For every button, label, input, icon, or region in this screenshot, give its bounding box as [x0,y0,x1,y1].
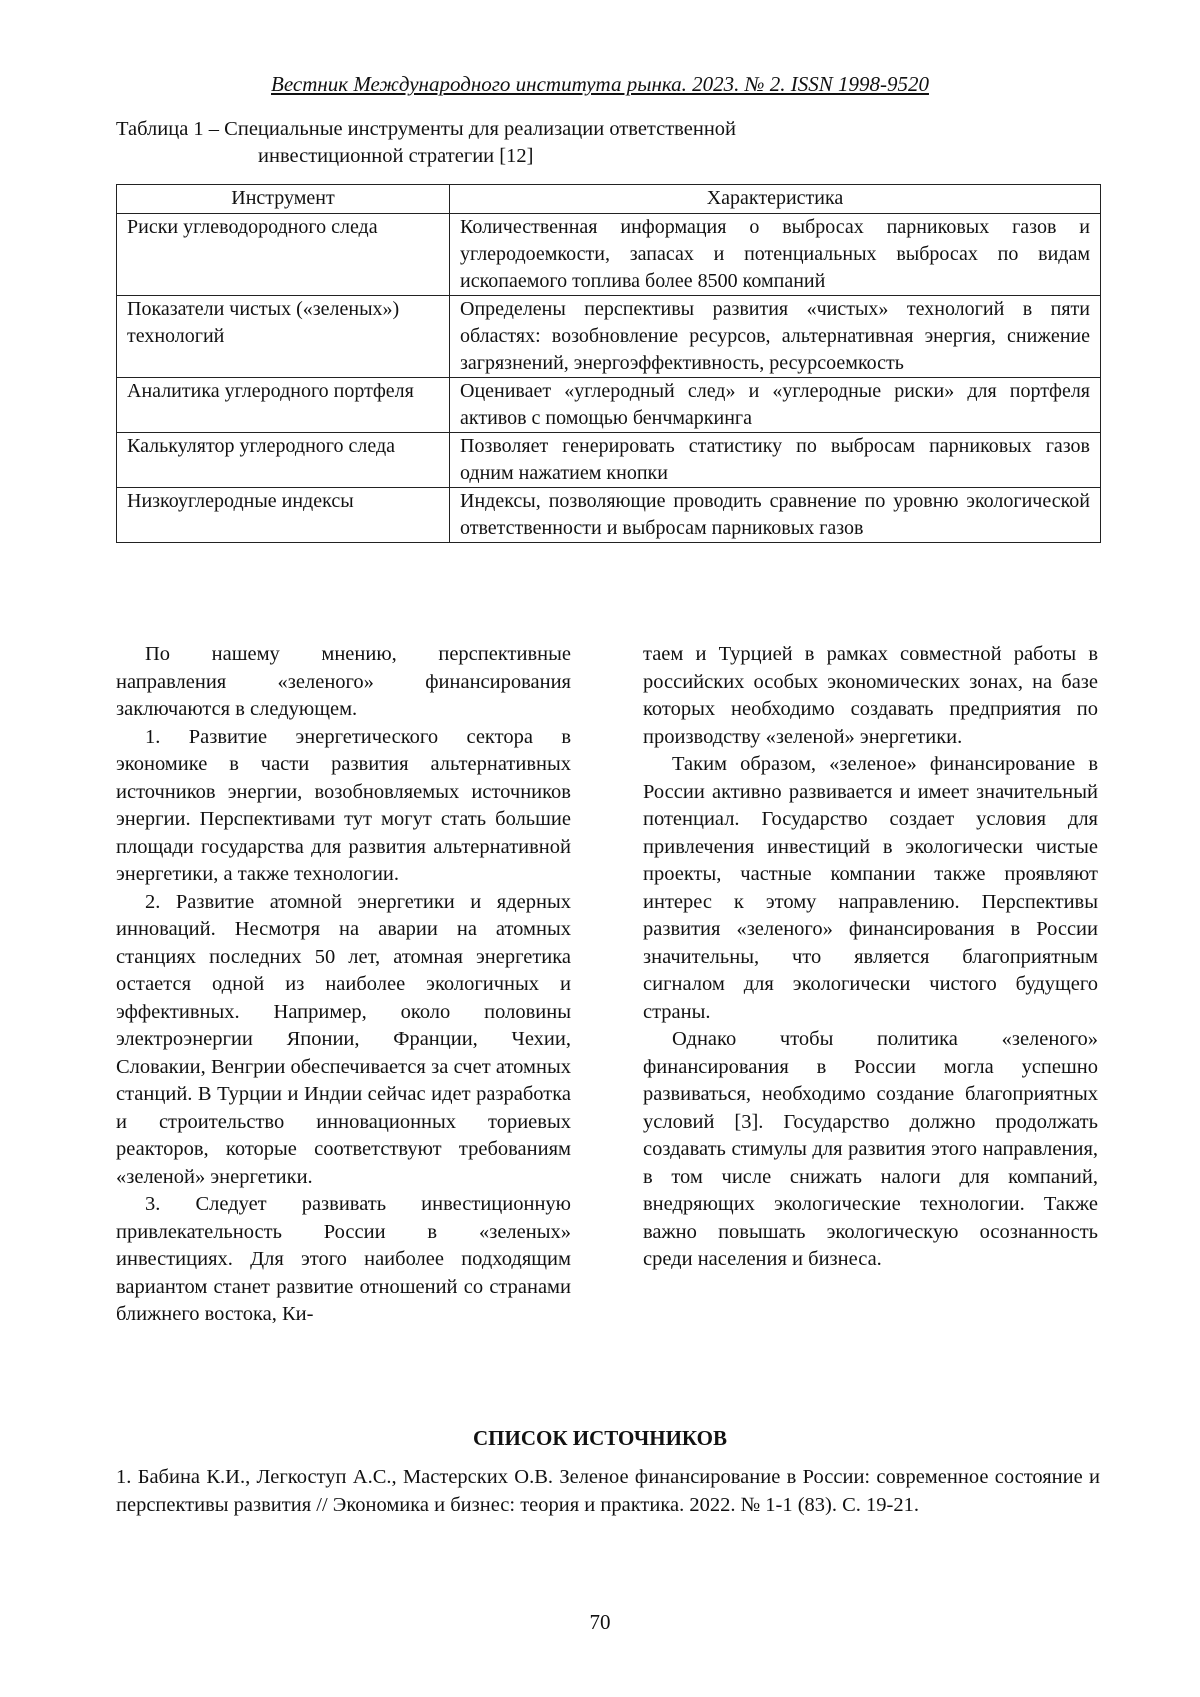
paragraph: 2. Развитие атомной энергетики и ядерных инноваций. Несмотря на аварии на атомных станциях последних 50 лет, атомная энергетика остается одной из наиболее экологичных и эффективных. Например, около половины электроэнергии Японии, Франции, Чехии, Словакии, Венгрии обеспечивается за счет атомных станций. В Турции и Индии сейчас идет разработка и строительство инновационных ториевых реакторов, которые соответствуют требованиям «зеленой» энергетики. [116,890,571,1188]
instruments-table [116,184,1101,543]
table-cell-tool: Аналитика углеродного портфеля [117,378,450,433]
table-row [117,296,1101,378]
table-cell-tool: Низкоуглеродные индексы [117,488,450,543]
references-list [116,1463,1100,1519]
table-row [117,433,1101,488]
table-cell-tool: Показатели чистых («зеленых») технологий [117,296,450,378]
table-cell-description: Оценивает «углеродный след» и «углеродные риски» для портфеля активов с помощью бенчмаркинга [450,378,1101,433]
table-row [117,378,1101,433]
references-heading: СПИСОК ИСТОЧНИКОВ [473,1426,727,1450]
column-header-tool: Инструмент [117,185,450,214]
table-row [117,488,1101,543]
table-cell-description: Количественная информация о выбросах парниковых газов и углеродоемкости, запасах и потенциальных выбросах по видам ископаемого топлива более 8500 компаний [450,214,1101,296]
paragraph: 1. Развитие энергетического сектора в экономике в части развития альтернативных источников энергии, возобновляемых источников энергии. Перспективами тут могут стать большие площади государства для развития альтернативной энергетики, а также технологии. [116,725,571,885]
body-column-left [116,641,571,1329]
table-cell-description: Индексы, позволяющие проводить сравнение по уровню экологической ответственности и выбросам парниковых газов [450,488,1101,543]
paragraph: Однако чтобы политика «зеленого» финансирования в России могла успешно развиваться, необходимо создание благоприятных условий [3]. Государство должно продолжать создавать стимулы для развития этого направления, в том числе снижать налоги для компаний, внедряющих экологические технологии. Также важно повышать экологическую осознанность среди населения и бизнеса. [643,1028,1098,1270]
paragraph: По нашему мнению, перспективные направления «зеленого» финансирования заключаются в следующем. [116,643,571,720]
paragraph-continuation: таем и Турцией в рамках совместной работы в российских особых экономических зонах, на базе которых необходимо создавать предприятия по производству «зеленой» энергетики. [643,643,1098,748]
table-cell-description: Определены перспективы развития «чистых» технологий в пяти областях: возобновление ресурсов, альтернативная энергия, снижение загрязнений, энергоэффективность, ресурсоемкость [450,296,1101,378]
table-caption [116,116,1096,170]
table-row [117,214,1101,296]
table-caption-line-2: инвестиционной стратегии [12] [258,145,534,167]
table-header-row [117,185,1101,214]
paragraph: Таким образом, «зеленое» финансирование в России активно развивается и имеет значительный потенциал. Государство создает условия для привлечения инвестиций в экологически чистые проекты, частные компании также проявляют интерес к этому направлению. Перспективы развития «зеленого» финансирования в России значительны, что является благоприятным сигналом для экологически чистого будущего страны. [643,753,1098,1023]
table-cell-tool: Риски углеводородного следа [117,214,450,296]
column-header-characteristic: Характеристика [450,185,1101,214]
running-header: Вестник Международного института рынка. 2023. № 2. ISSN 1998-9520 [271,72,929,96]
reference-item: 1. Бабина К.И., Легкоступ А.С., Мастерских О.В. Зеленое финансирование в России: современное состояние и перспективы развития // Экономика и бизнес: теория и практика. 2022. № 1-1 (83). С. 19-21. [116,1466,1100,1516]
paragraph: 3. Следует развивать инвестиционную привлекательность России в «зеленых» инвестициях. Для этого наиболее подходящим вариантом станет развитие отношений со странами ближнего востока, Ки- [116,1193,571,1325]
table-caption-line-1: Таблица 1 – Специальные инструменты для реализации ответственной [116,118,737,140]
table-cell-tool: Калькулятор углеродного следа [117,433,450,488]
table-cell-description: Позволяет генерировать статистику по выбросам парниковых газов одним нажатием кнопки [450,433,1101,488]
body-column-right [643,641,1098,1274]
page-number: 70 [589,1610,611,1634]
